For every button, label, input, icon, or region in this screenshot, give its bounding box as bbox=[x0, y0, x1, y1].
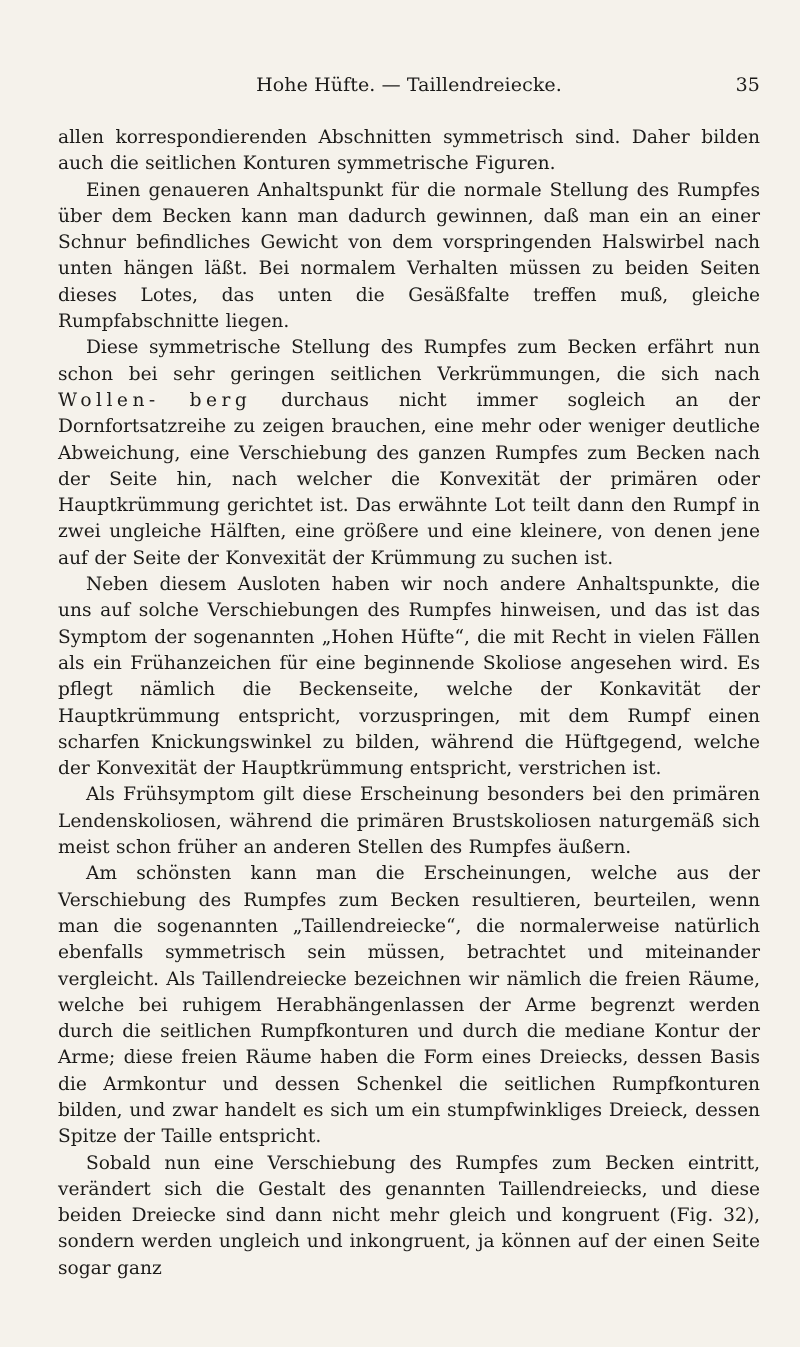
author-name-part1: Wollen- bbox=[58, 389, 160, 411]
paragraph: Einen genaueren Anhaltspunkt für die normale Stellung des Rumpfes über dem Becken kann man dadurch gewinnen, daß man ein an einer Schnur befindliches Gewicht von dem vorspringenden Halswirbel nach unten hängen läßt. Bei normalem Verhalten müssen zu beiden Seiten dieses Lotes, das unten die Gesäßfalte treffen muß, gleiche Rumpfabschnitte liegen. bbox=[58, 179, 760, 333]
paragraph-text: durchaus nicht immer sogleich an der Dornfortsatzreihe zu zeigen brauchen, eine mehr oder weniger deutliche Abweichung, eine Verschiebung des ganzen Rumpfes zum Becken nach der Seite hin, nach welcher die Konvexität der primären oder Hauptkrümmung gerichtet ist. Das erwähnte Lot teilt dann den Rumpf in zwei ungleiche Hälften, eine größere und eine kleinere, von denen jene auf der Seite der Konvexität der Krümmung zu suchen ist. bbox=[58, 389, 760, 569]
paragraph: Als Frühsymptom gilt diese Erscheinung besonders bei den primären Lendenskoliosen, während die primären Brustskoliosen naturgemäß sich meist schon früher an anderen Stellen des Rumpfes äußern. bbox=[58, 784, 760, 859]
running-head bbox=[58, 74, 760, 104]
paragraph: Neben diesem Ausloten haben wir noch andere Anhaltspunkte, die uns auf solche Verschiebungen des Rumpfes hinweisen, und das ist das Symptom der sogenannten „Hohen Hüfte“, die mit Recht in vielen Fällen als ein Frühanzeichen für eine beginnende Skoliose angesehen wird. Es pflegt nämlich die Beckenseite, welche der Konkavität der Hauptkrümmung entspricht, vorzuspringen, mit dem Rumpf einen scharfen Knickungswinkel zu bilden, während die Hüftgegend, welche der Konvexität der Hauptkrümmung entspricht, verstrichen ist. bbox=[58, 574, 760, 780]
paragraph bbox=[58, 335, 760, 572]
paragraph-text: Diese symmetrische Stellung des Rumpfes zum Becken erfährt nun schon bei sehr geringen seitlichen Verkrümmungen, die sich nach bbox=[58, 337, 760, 385]
paragraph: allen korrespondierenden Abschnitten symmetrisch sind. Daher bilden auch die seitlichen Konturen symmetrische Figuren. bbox=[58, 127, 760, 175]
body-text bbox=[58, 125, 760, 1282]
page-number: 35 bbox=[735, 74, 760, 96]
paragraph: Sobald nun eine Verschiebung des Rumpfes zum Becken eintritt, verändert sich die Gestalt des genannten Taillendreiecks, und diese beiden Dreiecke sind dann nicht mehr gleich und kongruent (Fig. 32), sondern werden ungleich und inkongruent, ja können auf der einen Seite sogar ganz bbox=[58, 1152, 760, 1279]
author-name-part2: berg bbox=[189, 389, 252, 411]
running-title: Hohe Hüfte. — Taillendreiecke. bbox=[256, 74, 562, 96]
paragraph: Am schönsten kann man die Erscheinungen, welche aus der Verschiebung des Rumpfes zum Becken resultieren, beurteilen, wenn man die sogenannten „Taillendreiecke“, die normalerweise natürlich ebenfalls symmetrisch sein müssen, betrachtet und miteinander vergleicht. Als Taillendreiecke bezeichnen wir nämlich die freien Räume, welche bei ruhigem Herabhängenlassen der Arme begrenzt werden durch die seitlichen Rumpfkonturen und durch die mediane Kontur der Arme; diese freien Räume haben die Form eines Dreiecks, dessen Basis die Armkontur und dessen Schenkel die seitlichen Rumpfkonturen bilden, und zwar handelt es sich um ein stumpfwinkliges Dreieck, dessen Spitze der Taille entspricht. bbox=[58, 863, 760, 1148]
